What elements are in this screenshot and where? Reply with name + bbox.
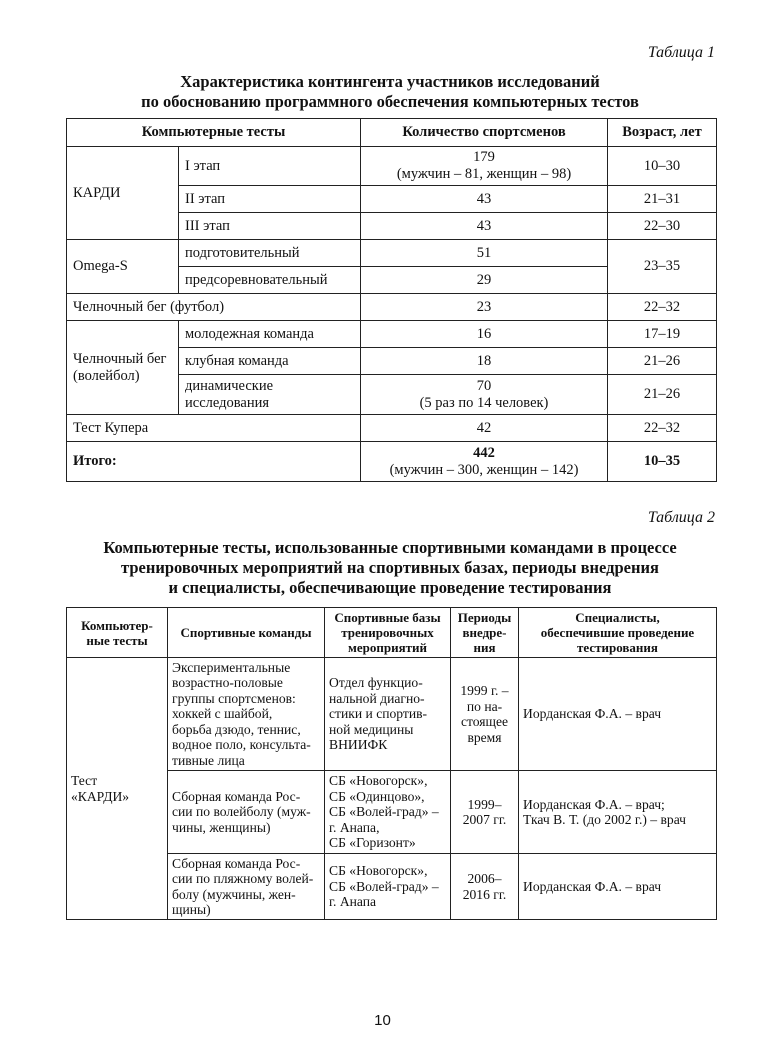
test-name-line: Тест (71, 773, 98, 788)
bases-cell (325, 771, 451, 854)
count-cell (361, 375, 608, 415)
test-name-line: Челночный бег (73, 350, 167, 367)
cell-line: сии по волейболу (муж- (172, 804, 311, 820)
cell-line: стоящее (460, 714, 509, 729)
cell-line: ВНИИФК (329, 737, 388, 753)
table2 (66, 607, 717, 920)
count-cell: 16 (361, 321, 608, 348)
stage-cell: подготовительный (179, 240, 361, 267)
header-line: ные тесты (86, 632, 148, 648)
cell-line: 2016 гг. (462, 886, 507, 902)
age-cell: 22–32 (608, 294, 717, 321)
period-cell (451, 771, 519, 854)
cell-line: 1999 г. – (460, 683, 509, 698)
cell-line: чины, женщины) (172, 819, 271, 835)
table2-header-bases (325, 608, 451, 658)
cell-line: Иорданская Ф.А. – врач (523, 706, 662, 722)
period-cell (451, 658, 519, 771)
cell-line: СБ «Волей-град» – (329, 804, 439, 820)
header-line: Периоды (457, 610, 512, 625)
count-value: 179 (473, 149, 495, 165)
teams-cell (168, 658, 325, 771)
table2-header-tests (67, 608, 168, 658)
count-cell: 51 (361, 240, 608, 267)
table-row (67, 294, 717, 321)
cell-line: 1999– (467, 796, 502, 812)
cell-line: тивные лица (172, 752, 245, 768)
header-line: ния (473, 640, 496, 655)
cell-line: группы спортсменов: (172, 690, 296, 706)
table2-title (40, 538, 740, 598)
header-line: Специалисты, (575, 610, 660, 625)
cell-line: стики и спортив- (329, 706, 428, 722)
count-cell (361, 442, 608, 482)
cell-line: сии по пляжному волей- (172, 871, 314, 886)
cell-line: СБ «Волей-град» – (329, 878, 439, 894)
bases-cell (325, 854, 451, 920)
stage-cell: II этап (179, 186, 361, 213)
age-cell: 17–19 (608, 321, 717, 348)
cell-line: время (467, 729, 502, 745)
header-line: мероприятий (348, 640, 427, 655)
header-line: тренировочных (341, 625, 434, 640)
header-line: внедре- (462, 625, 507, 640)
table1 (66, 118, 717, 482)
teams-cell (168, 854, 325, 920)
age-cell: 21–26 (608, 348, 717, 375)
table1-header-count: Количество спортсменов (361, 119, 608, 147)
table1-label: Таблица 1 (647, 44, 715, 61)
total-count: 442 (473, 444, 495, 461)
table2-label: Таблица 2 (647, 509, 715, 526)
cell-line: СБ «Новогорск», (329, 863, 428, 879)
age-cell: 21–31 (608, 186, 717, 213)
test-name-omega: Omega-S (67, 240, 179, 294)
table1-total-row (67, 442, 717, 482)
total-age: 10–35 (608, 442, 717, 482)
table2-title-line: и специалисты, обеспечивающие проведение тестирования (168, 578, 612, 597)
specialists-cell (519, 854, 717, 920)
table2-header-periods (451, 608, 519, 658)
cell-line: 2007 гг. (462, 812, 507, 827)
cell-line: щины) (172, 902, 211, 917)
stage-line: динамические (185, 377, 274, 394)
test-name-shuttle-football: Челночный бег (футбол) (67, 294, 361, 321)
table1-title-line: Характеристика контингента участников исследований (180, 72, 600, 91)
count-cell (361, 147, 608, 186)
table1-header-tests: Компьютерные тесты (67, 119, 361, 147)
test-name-shuttle-volleyball (67, 321, 179, 415)
table-row (67, 658, 717, 771)
table-row (67, 415, 717, 442)
count-cell: 23 (361, 294, 608, 321)
header-line: Компьютер- (81, 617, 153, 633)
cell-line: Отдел функцио- (329, 675, 423, 691)
total-label: Итого: (67, 442, 361, 482)
specialists-cell (519, 658, 717, 771)
count-note: (мужчин – 300, женщин – 142) (389, 461, 579, 478)
table1-header-age: Возраст, лет (608, 119, 717, 147)
cell-line: водное поло, консульта- (172, 737, 311, 753)
count-cell: 43 (361, 213, 608, 240)
stage-cell: предсоревновательный (179, 267, 361, 294)
test-name-line: «КАРДИ» (71, 788, 130, 804)
test-name-kardi (67, 658, 168, 920)
cell-line: СБ «Новогорск», (329, 773, 428, 789)
age-cell: 10–30 (608, 147, 717, 186)
cell-line: Сборная команда Рос- (172, 788, 301, 804)
table2-header-specialists (519, 608, 717, 658)
table-row (67, 240, 717, 267)
table2-header-row (67, 608, 717, 658)
count-cell: 18 (361, 348, 608, 375)
table1-title-line: по обоснованию программного обеспечения компьютерных тестов (141, 92, 639, 111)
table2-title-line: Компьютерные тесты, использованные спортивными командами в процессе (103, 538, 677, 557)
specialists-cell (519, 771, 717, 854)
cell-line: Иорданская Ф.А. – врач (523, 878, 662, 894)
age-cell: 21–26 (608, 375, 717, 415)
test-name-cooper: Тест Купера (67, 415, 361, 442)
header-line: Спортивные команды (180, 625, 312, 640)
stage-cell: III этап (179, 213, 361, 240)
test-name-kardi: КАРДИ (67, 147, 179, 240)
header-line: обеспечившие проведение (540, 625, 695, 640)
table2-header-teams (168, 608, 325, 658)
count-cell: 29 (361, 267, 608, 294)
count-cell: 42 (361, 415, 608, 442)
count-note: (5 раз по 14 человек) (419, 394, 549, 411)
page-number: 10 (374, 1012, 391, 1029)
table-row (67, 321, 717, 348)
cell-line: г. Анапа, (329, 819, 380, 835)
cell-line: Сборная команда Рос- (172, 855, 301, 871)
age-cell: 22–30 (608, 213, 717, 240)
cell-line: СБ «Горизонт» (329, 835, 416, 851)
count-cell: 43 (361, 186, 608, 213)
count-value: 70 (476, 377, 492, 394)
table1-header-row (67, 119, 717, 147)
stage-cell: клубная команда (179, 348, 361, 375)
cell-line: хоккей с шайбой, (172, 706, 273, 722)
table-row (67, 147, 717, 186)
cell-line: Экспериментальные (172, 659, 291, 675)
count-note: (мужчин – 81, женщин – 98) (396, 166, 572, 182)
cell-line: возрастно-половые (172, 675, 283, 691)
cell-line: ной медицины (329, 721, 414, 737)
cell-line: нальной диагно- (329, 690, 425, 706)
cell-line: СБ «Одинцово», (329, 788, 425, 804)
cell-line: болу (мужчины, жен- (172, 886, 296, 902)
cell-line: Иорданская Ф.А. – врач; (523, 796, 665, 812)
cell-line: по на- (466, 698, 503, 714)
cell-line: борьба дзюдо, теннис, (172, 721, 301, 737)
cell-line: 2006– (467, 871, 502, 886)
stage-cell (179, 375, 361, 415)
period-cell (451, 854, 519, 920)
table2-title-line: тренировочных мероприятий на спортивных базах, периоды внедрения (121, 558, 659, 577)
test-name-line: (волейбол) (73, 367, 140, 384)
stage-cell: I этап (179, 147, 361, 186)
header-line: Спортивные базы (334, 610, 441, 625)
bases-cell (325, 658, 451, 771)
header-line: тестирования (577, 640, 658, 655)
stage-cell: молодежная команда (179, 321, 361, 348)
teams-cell (168, 771, 325, 854)
cell-line: Ткач В. Т. (до 2002 г.) – врач (523, 812, 687, 827)
age-cell: 23–35 (608, 240, 717, 294)
age-cell: 22–32 (608, 415, 717, 442)
cell-line: г. Анапа (329, 894, 377, 910)
table1-title (40, 72, 740, 112)
stage-line: исследования (185, 394, 270, 411)
